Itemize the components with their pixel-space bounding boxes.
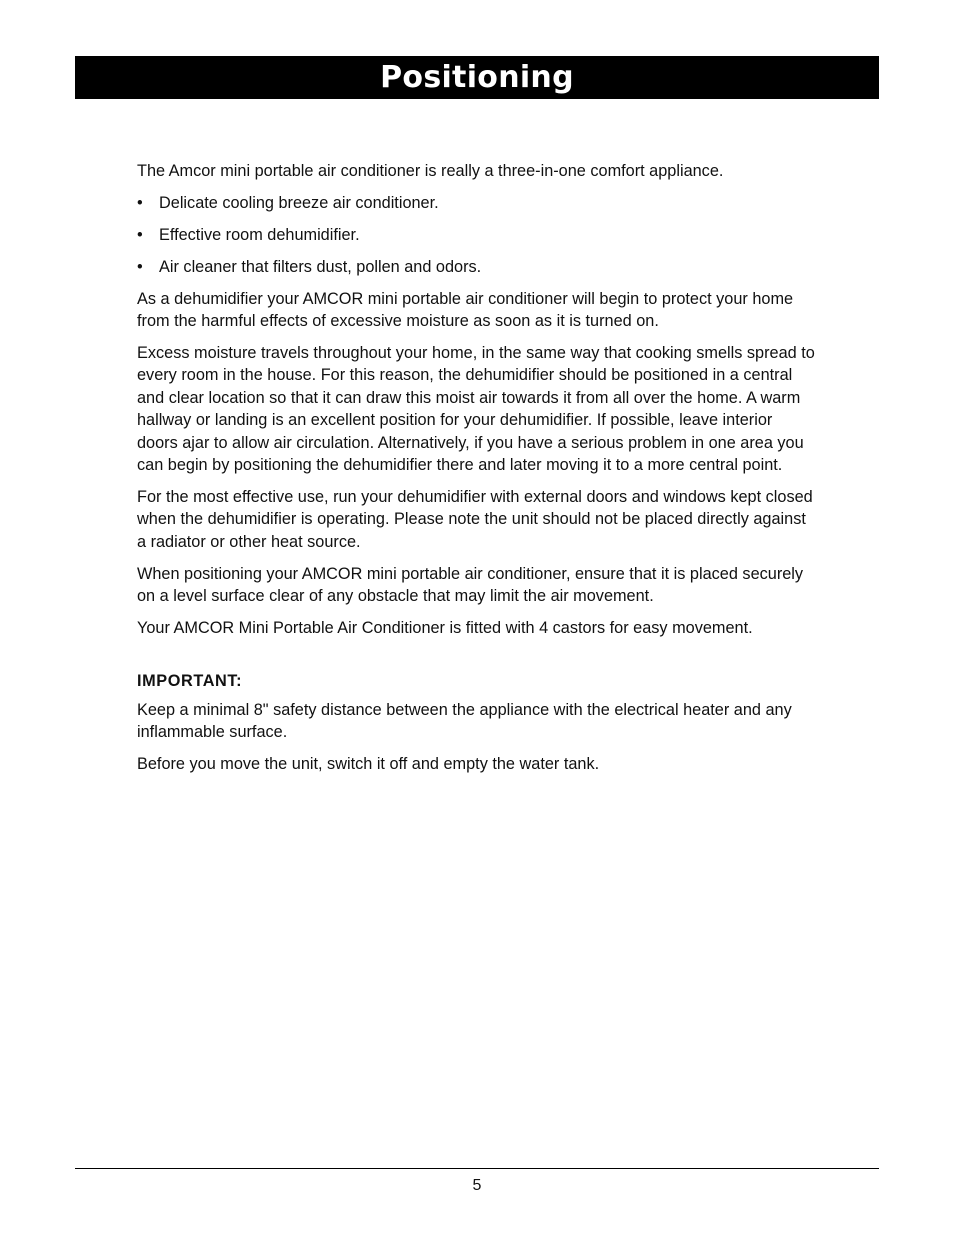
body-paragraph: As a dehumidifier your AMCOR mini portable air conditioner will begin to protect your home from the harmful effects of excessive moisture as soon as it is turned on. [137,289,794,331]
list-item-text: Delicate cooling breeze air conditioner. [159,193,439,212]
important-paragraph: Keep a minimal 8" safety distance between the appliance with the electrical heater and any inflammable surface. [137,700,792,742]
intro-paragraph: The Amcor mini portable air conditioner is really a three-in-one comfort appliance. [137,162,724,180]
page-number: 5 [472,1177,482,1194]
list-item-text: Effective room dehumidifier. [159,225,360,244]
title-banner [75,56,879,99]
important-heading: IMPORTANT: [137,672,243,691]
bullet-icon: • [137,257,143,276]
bullet-icon: • [137,193,143,212]
list-item [137,192,817,214]
list-item-text: Air cleaner that filters dust, pollen and odors. [159,257,482,276]
page-title: Positioning [380,59,574,95]
body-paragraph: For the most effective use, run your dehumidifier with external doors and windows kept closed when the dehumidifier is operating. Please note the unit should not be placed directly against a radiator or other heat source. [137,487,813,551]
page-body [137,160,817,785]
body-paragraph: Excess moisture travels throughout your home, in the same way that cooking smells spread to every room in the house. For this reason, the dehumidifier should be positioned in a central and clear location so that it can draw this moist air towards it from all over the home. A warm hallway or landing is an excellent position for your dehumidifier. If possible, leave interior doors ajar to allow air circulation. Alternatively, if you have a serious problem in one area you can begin by positioning the dehumidifier there and later moving it to a more central point. [137,343,815,474]
body-paragraph: When positioning your AMCOR mini portable air conditioner, ensure that it is placed securely on a level surface clear of any obstacle that may limit the air movement. [137,564,804,605]
footer-divider [75,1168,879,1169]
list-item [137,224,817,246]
body-paragraph: Your AMCOR Mini Portable Air Conditioner is fitted with 4 castors for easy movement. [137,618,753,637]
feature-list [137,192,817,278]
bullet-icon: • [137,225,143,244]
important-paragraph: Before you move the unit, switch it off and empty the water tank. [137,755,600,774]
list-item [137,256,817,278]
